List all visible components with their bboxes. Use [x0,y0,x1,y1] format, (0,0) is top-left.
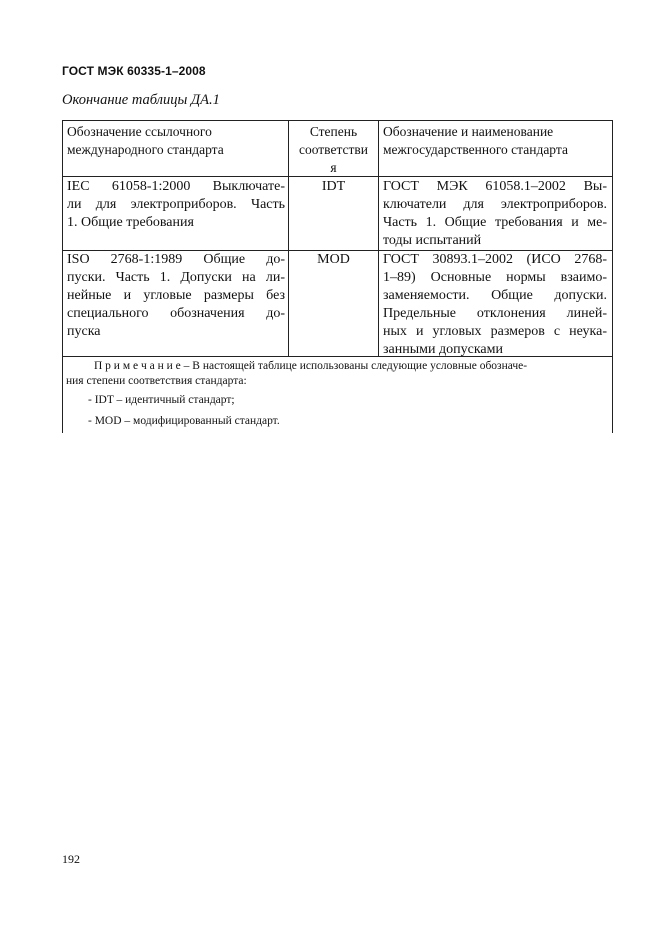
reference-table [62,120,613,433]
document-header: ГОСТ МЭК 60335-1–2008 [62,64,206,78]
table-row-2-interstate: ГОСТ 30893.1–2002 (ИСО 2768- 1–89) Основные нормы взаимо- заменяемости. Общие допуски. Предельные отклонения линей- ных и угловых размеров с неука- занными допусками [383,252,607,357]
note-item-idt: - IDT – идентичный стандарт; [88,394,235,406]
header-international-standard: Обозначение ссылочного международного стандарта [67,124,224,157]
table-row-2-international: ISO 2768-1:1989 Общие до- пуски. Часть 1. Допуски на ли- нейные и угловые размеры без специального обозначения до- пуска [67,252,285,339]
note-label: П р и м е ч а н и е [94,360,181,372]
table-row-2-degree: MOD [317,252,350,267]
page-number: 192 [62,852,80,866]
note-item-mod: - MOD – модифицированный стандарт. [88,415,280,427]
table-row-1-interstate: ГОСТ МЭК 61058.1–2002 Вы- ключатели для электроприборов. Часть 1. Общие требования и ме- тоды испытаний [383,179,607,248]
table-row-1-degree: IDT [321,179,346,194]
note-text-continued: ния степени соответствия стандарта: [66,375,247,387]
header-degree: Степень соответстви я [298,124,369,175]
table-row-1-international: IEC 61058-1:2000 Выключате- ли для электроприборов. Часть 1. Общие требования [67,179,285,230]
table-note [66,359,610,429]
table-caption: Окончание таблицы ДА.1 [62,92,220,108]
header-interstate-standard: Обозначение и наименование межгосударственного стандарта [383,124,568,157]
note-text: – В настоящей таблице использованы следующие условные обозначе- [180,360,528,372]
